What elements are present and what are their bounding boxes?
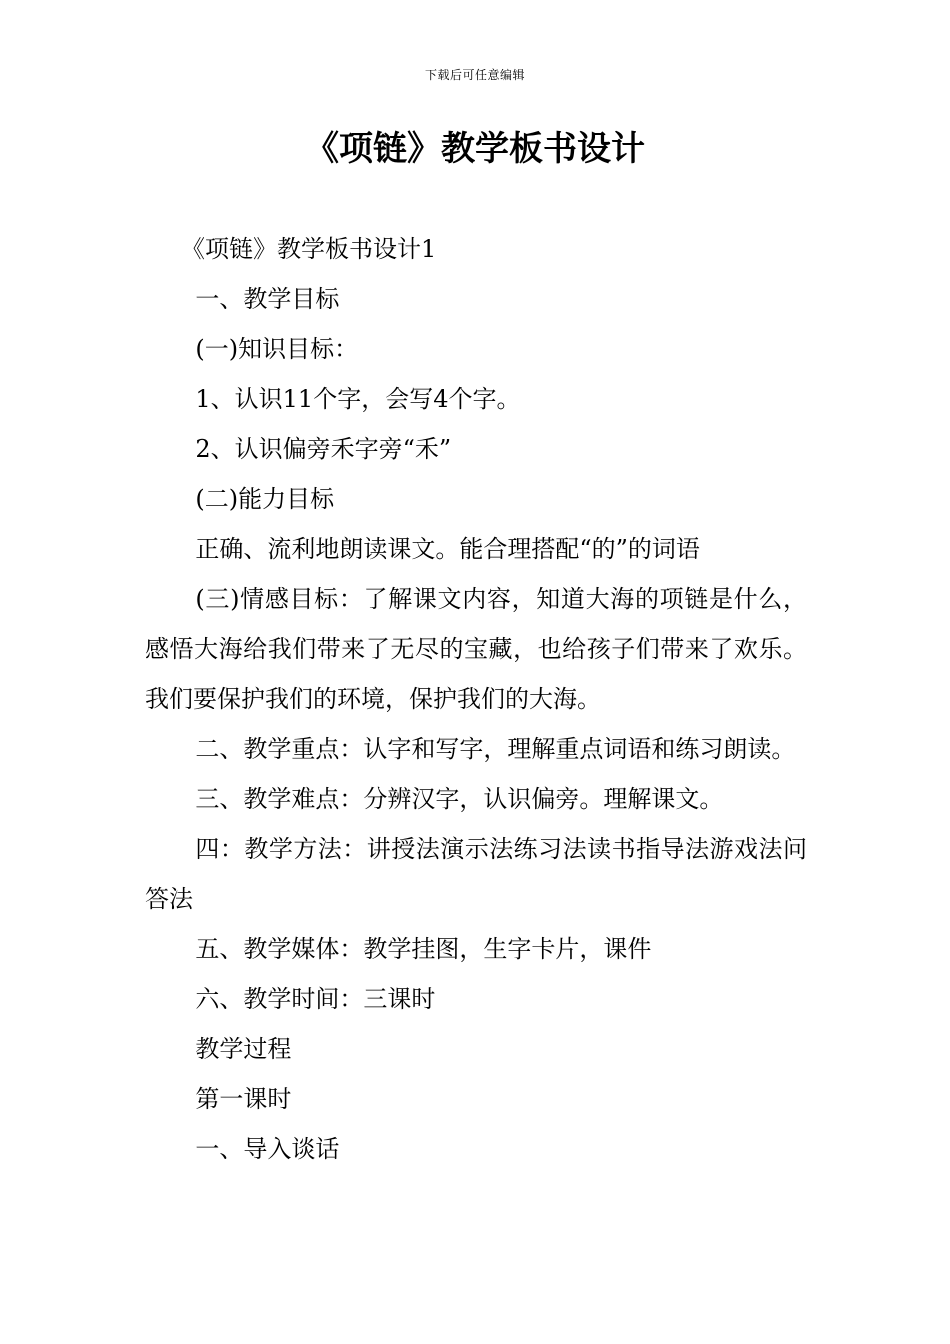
paragraph: 六、教学时间：三课时 [195,985,436,1013]
paragraph: (一)知识目标： [195,335,359,363]
paragraph: 2、认识偏旁禾字旁“禾” [195,435,452,463]
paragraph: 1、认识11个字，会写4个字。 [195,385,521,413]
document-body [145,224,807,1174]
paragraph: 四：教学方法：讲授法演示法练习法读书指导法游戏法问答法 [145,835,807,913]
paragraph: 第一课时 [195,1085,292,1113]
paragraph: 教学过程 [195,1035,292,1063]
document-title: 《项链》教学板书设计 [305,129,645,169]
paragraph: 一、导入谈话 [195,1135,340,1163]
paragraph: 三、教学难点：分辨汉字，认识偏旁。理解课文。 [195,785,724,813]
paragraph: (三)情感目标：了解课文内容，知道大海的项链是什么，感悟大海给我们带来了无尽的宝藏，也给孩子们带来了欢乐。我们要保护我们的环境，保护我们的大海。 [145,585,807,713]
paragraph: 五、教学媒体：教学挂图，生字卡片，课件 [195,935,652,963]
paragraph: 一、教学目标 [195,285,340,313]
section-heading: 《项链》教学板书设计1 [181,235,437,263]
paragraph: (二)能力目标 [195,485,335,513]
page-header: 下载后可任意编辑 [424,68,525,82]
paragraph: 二、教学重点：认字和写字，理解重点词语和练习朗读。 [195,735,796,763]
paragraph: 正确、流利地朗读课文。能合理搭配“的”的词语 [195,535,700,563]
